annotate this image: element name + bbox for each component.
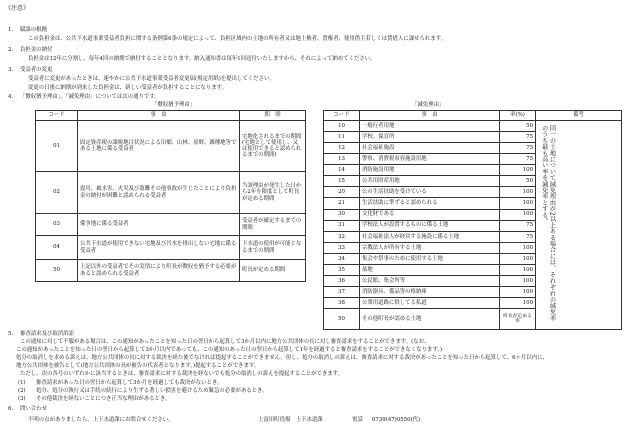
appeal-item-text: その他裁決を経ないことにつき正当な理由があるとき。	[36, 396, 171, 402]
contact-phone-label: 電話	[352, 417, 363, 423]
deferral-code: 01	[36, 121, 78, 172]
exemption-code: 30	[324, 209, 360, 220]
exemption-rate: 75	[500, 143, 536, 154]
exemption-row	[324, 121, 622, 132]
appeal-line: この通知に対して不服がある場合は、この通知があったことを知った日の翌日から起算して3か月以内に地方公共団体の長に対し審査請求をすることができます。(なお、	[20, 339, 430, 345]
deferral-header-code: コード	[36, 111, 78, 121]
section-3-body-2: 変更の日後に納期が到来した負担金は、新しい受益者が負担することになります。	[28, 85, 228, 91]
exemption-reason: 公共用財産用地	[360, 176, 500, 187]
exemption-rate: 100	[500, 286, 536, 297]
exemption-reason: 宗教法人が所有する土地	[360, 242, 500, 253]
exemption-code: 15	[324, 176, 360, 187]
exemption-reason: 社会福祉法人が経営する施設に係る土地	[360, 231, 500, 242]
exemption-reason: 文化財である	[360, 209, 500, 220]
appeal-item-text: 審査請求があった日の翌日から起算して3か月を経過しても裁決がないとき。	[36, 380, 223, 386]
deferral-code: 03	[36, 214, 78, 236]
deferral-reason: 震災、風水害、火災及び盗難その他事故が生じたことにより負担金の納付が困難と認められる受益者	[78, 172, 240, 214]
section-1-heading: 賦課の根拠	[20, 27, 47, 33]
appeal-item-number: (3)	[18, 396, 26, 402]
exemption-code: 38	[324, 298, 360, 309]
exemption-reason: 生活扶助に準ずると認められる	[360, 198, 500, 209]
section-3-body-1: 受益者に変更があったときは、速やかに公共下水道事業受益者変更届(規定用紙)を提出してください。	[28, 76, 275, 82]
exemption-code: 31	[324, 220, 360, 231]
exemption-code: 12	[324, 143, 360, 154]
exemption-rate: 100	[500, 209, 536, 220]
section-5-heading: 審査請求及び取消訴訟	[20, 331, 74, 337]
section-3-heading: 受益者の変更	[20, 67, 53, 73]
appeal-line: ただし、次の各号のいずれかに該当するときは、審査請求に対する裁決を経ないでも処分の取消しの訴えを提起することができます。	[20, 371, 344, 377]
exemption-reason: 社会福祉施設	[360, 143, 500, 154]
exemption-header-note: 備考	[536, 111, 622, 121]
exemption-rate: 75	[500, 231, 536, 242]
exemption-rate: 50	[500, 121, 536, 132]
section-2-body: 負担金は12年に分割し、毎年4回の納期で納付することとなります。納入通知書は毎年1回送付いたしますから、それによって納めてください。	[28, 56, 376, 62]
deferral-row	[36, 172, 306, 214]
deferral-table-caption: 「徴収猶予理由」	[152, 102, 196, 108]
exemption-reason: その他町長が認める土地	[360, 309, 500, 330]
exemption-rate: 75	[500, 154, 536, 165]
exemption-reason: 学校、保育所	[360, 132, 500, 143]
deferral-period: 当該理由が発生した日から2年を限度として町長が定める期間	[240, 172, 306, 214]
section-2-heading: 負担金の納付	[20, 47, 53, 53]
exemption-code: 32	[324, 231, 360, 242]
exemption-reason: 集会や祭事のために使用する土地	[360, 253, 500, 264]
deferral-period: 下水道の使用が可能となるまでの期間	[240, 236, 306, 260]
exemption-code: 10	[324, 121, 360, 132]
section-1-number: 1.	[8, 27, 14, 33]
exemption-code: 13	[324, 154, 360, 165]
exemption-reason: 一般行者用地	[360, 121, 500, 132]
deferral-table	[35, 110, 306, 282]
notice-title: 《注意》	[5, 5, 30, 12]
deferral-reason: 上記以外の受益者でその実情により町長が徴収を猶予する必要があると認められる受益者	[78, 260, 240, 282]
exemption-rate: 100	[500, 253, 536, 264]
exemption-note: 同一の土地について減免理由が2以上ある場合には、それぞれの減免率のうち最も高い率を減免率とする。	[540, 125, 556, 322]
deferral-code: 04	[36, 236, 78, 260]
exemption-rate: 100	[500, 165, 536, 176]
appeal-item-text: 処分、処分の執行又は手続の続行により生ずる著しい損害を避けるため緊急の必要があるとき。	[36, 388, 268, 394]
deferral-reason: 固定資産税の課税地目状況による田畑、山林、原野、雑種地等である土地に係る受益者	[78, 121, 240, 172]
deferral-row	[36, 260, 306, 282]
exemption-code: 33	[324, 242, 360, 253]
exemption-rate: 100	[500, 242, 536, 253]
exemption-rate: 50	[500, 176, 536, 187]
exemption-table	[323, 110, 622, 330]
exemption-code: 11	[324, 132, 360, 143]
exemption-reason: 墓地	[360, 264, 500, 275]
appeal-item-number: (1)	[18, 380, 26, 386]
section-3-number: 3.	[8, 67, 14, 73]
exemption-code: 37	[324, 286, 360, 297]
exemption-code: 34	[324, 253, 360, 264]
section-4-number: 4.	[8, 94, 14, 100]
section-4-heading: 「徴収猶予理由」、「減免理由」については次の通りです。	[20, 94, 160, 100]
exemption-reason: 学校法人が設置するものに係る土地	[360, 220, 500, 231]
section-2-number: 2.	[8, 47, 14, 53]
deferral-period: 町長が定める期間	[240, 260, 306, 282]
exemption-reason: 公の生活扶助を受けている	[360, 187, 500, 198]
exemption-code: 21	[324, 198, 360, 209]
exemption-reason: 警察、消費税収容施設用地	[360, 154, 500, 165]
contact-phone: 0739(47)0550(代)	[372, 417, 421, 423]
exemption-code: 36	[324, 275, 360, 286]
exemption-reason: 消防施設用地	[360, 165, 500, 176]
exemption-code: 50	[324, 309, 360, 330]
exemption-rate: 100	[500, 275, 536, 286]
deferral-row	[36, 214, 306, 236]
deferral-reason: 公共下水道が使用できない宅地及び汚水を排出しない宅地に係る受益者	[78, 236, 240, 260]
exemption-header-rate: 率(%)	[500, 111, 536, 121]
deferral-row	[36, 121, 306, 172]
exemption-rate: 100	[500, 264, 536, 275]
deferral-period: 宅地化されるまでの期間(宅地として使用し、又は使用できると認められるまでの期間)	[240, 121, 306, 172]
exemption-rate: 100	[500, 187, 536, 198]
deferral-row	[36, 236, 306, 260]
appeal-line: 処分の取消しを求める訴えは、地方公共団体の長に対する裁決を経た後でなければ提起することができません。但し、処分の取消しの訴えは、審査請求に対する裁決があったことを知った日から起算して、6ヶ月以内に、	[16, 355, 548, 361]
section-6-heading: 問い合わせ	[20, 406, 47, 412]
contact-text: 不明の点がありましたら、上下水道課にお問合せください。	[28, 417, 174, 423]
deferral-reason: 係争地に係る受益者	[78, 214, 240, 236]
exemption-header-reason: 事 由	[360, 111, 500, 121]
exemption-code: 14	[324, 165, 360, 176]
exemption-code: 20	[324, 187, 360, 198]
contact-office: 上富田町役場 上下水道課	[258, 417, 323, 423]
deferral-header-row	[36, 111, 306, 121]
exemption-reason: 消防器具、備品等の格納庫	[360, 286, 500, 297]
section-1-body: この負担金は、公共下水道事業受益者負担に関する条例第6条の規定によって、負担区域内の土地の所有者又は地上権者、質権者、使用借主若しくは賃借人に課せられます。	[28, 36, 446, 42]
appeal-line: 地方公共団体を被告として(地方公共団体の長が被告の代表者となります。)提起することができます。	[16, 363, 260, 369]
exemption-reason: 公民館、集会所等	[360, 275, 500, 286]
section-5-number: 5.	[8, 331, 14, 337]
section-6-number: 6.	[8, 406, 14, 412]
exemption-table-caption: 「減免理由」	[412, 102, 445, 108]
deferral-code: 50	[36, 260, 78, 282]
exemption-header-row	[324, 111, 622, 121]
appeal-item-number: (2)	[18, 388, 26, 394]
exemption-header-code: コード	[324, 111, 360, 121]
exemption-reason: 公衆用道路に供してる私道	[360, 298, 500, 309]
deferral-header-period: 期 間	[240, 111, 306, 121]
exemption-rate: 100	[500, 298, 536, 309]
deferral-header-reason: 事 由	[78, 111, 240, 121]
exemption-rate: 町長が定める率	[500, 309, 536, 330]
appeal-line: この通知があったことを知った日の翌日から起算して3か月以内であっても、この通知のあった日の翌日から起算して1年を経過すると審査請求をすることができなくなります。)	[16, 347, 443, 353]
exemption-rate: 75	[500, 132, 536, 143]
deferral-period: 受益者が確定するまでの期間	[240, 214, 306, 236]
exemption-code: 35	[324, 264, 360, 275]
exemption-rate: 75	[500, 220, 536, 231]
exemption-rate: 100	[500, 198, 536, 209]
deferral-code: 02	[36, 172, 78, 214]
exemption-note-cell	[536, 121, 622, 330]
